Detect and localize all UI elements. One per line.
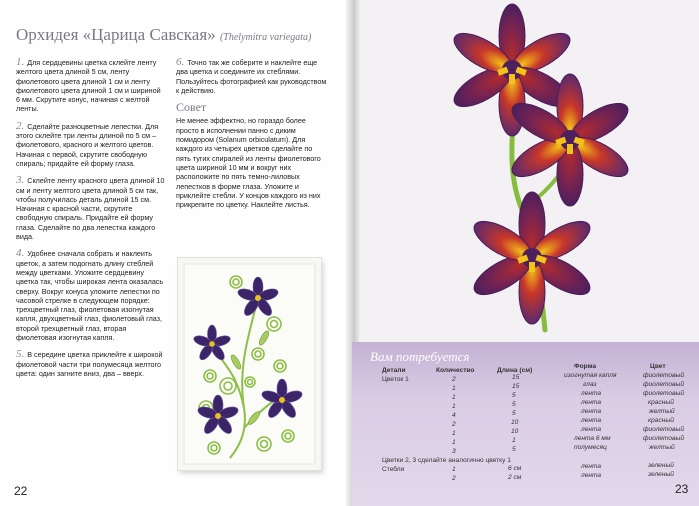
page-number-left: 22 (14, 484, 28, 498)
row-5-color: желтый (649, 408, 675, 415)
stems-row-2-color: зеленый (648, 471, 674, 478)
page-number-right: 23 (675, 482, 689, 496)
row-5-shape: лента (581, 408, 602, 415)
steps-column-2 (176, 58, 328, 217)
col-header-detail: Детали (382, 367, 406, 374)
row-6-length: 10 (511, 419, 519, 426)
stems-row-1-qty: 1 (452, 466, 456, 473)
row-4-shape: лента (581, 399, 602, 406)
advice-title: Совет (176, 100, 207, 115)
row-1-shape: изогнутая капля (564, 372, 617, 379)
row-3-length: 5 (512, 392, 516, 399)
step-2: 2. Сделайте разноцветные лепестки. Для этого склейте три ленты длиной по 5 см – фиолетового, красного и желтого цветов. Начиная с первой, скрутите свободную спираль; придайте ей форму глаза. (16, 119, 159, 168)
row-1-detail: Цветок 1 (382, 376, 409, 383)
steps-column-1 (16, 58, 166, 386)
orchid-photo (420, 0, 699, 340)
stems-row-1-shape: лента (581, 463, 602, 470)
step-5: 5. В середине цветка приклейте к широкой фиолетовой части три полумесяца желтого цвета: один загните вниз, два – вверх. (16, 348, 163, 378)
orchid-flower-top (448, 4, 575, 136)
row-6-shape: лента (581, 417, 602, 424)
stems-detail: Стебли (382, 466, 405, 473)
step-6: 6. Точно так же соберите и наклейте еще два цветка и соедините их стеблями. Пользуйтесь фотографией как руководством к действию. (176, 56, 327, 95)
row-2-qty: 1 (452, 385, 456, 392)
row-2-shape: глаз (583, 381, 597, 388)
row-2-color: фиолетовый (643, 381, 685, 388)
row-6-color: красный (648, 417, 674, 424)
row-1-qty: 2 (452, 376, 456, 383)
row-9-shape: полумесяц (574, 444, 607, 451)
materials-title: Вам потребуется (370, 349, 470, 364)
col-header-shape: Форма (574, 363, 597, 370)
col-header-length: Длина (см) (497, 367, 533, 374)
row-3-qty: 1 (452, 394, 456, 401)
orchid-flower-bottom (468, 192, 595, 324)
panel-photo-illustration (178, 258, 321, 470)
stems-row-2-length: 2 см (508, 474, 522, 481)
step-4: 4. Удобнее сначала собрать и наклеить цветок, а затем подогнать длину стеблей между цветками. Уложите сердцевину цветка так, чтобы широкая лента оказалась сверху. Вокруг конуса уложите лепестки по часовой стрелке в следующем порядке: трехцветный глаз, фиолетовая изогнутая капля, двухцветный глаз, фиолетовый глаз, второй трехцветный глаз, вторая фиолетовая изогнутая капля. (16, 247, 164, 343)
row-3-color: фиолетовый (643, 390, 685, 397)
page-title: Орхидея «Царица Савская» (Thelymitra variegata) (16, 25, 312, 44)
row-9-color: желтый (649, 444, 675, 451)
row-8-color: фиолетовый (643, 435, 685, 442)
step-1: 1. Для сердцевины цветка склейте ленту желтого цвета длиной 5 см, ленту фиолетового цвета длиной 1 см и ленту фиолетового цвета длиной 1 см и шириной 6 мм. Скрутите конус, начиная с желтой ленты. (16, 56, 161, 114)
panel-photo (178, 258, 321, 470)
row-7-shape: лента (581, 426, 602, 433)
row-5-qty: 4 (452, 412, 456, 419)
row-3-shape: лента (581, 390, 602, 397)
stems-row-1-length: 6 см (508, 465, 522, 472)
step-3: 3. Склейте ленту красного цвета длиной 10 см и ленту желтого цвета длиной 5 см так, чтобы получилась деталь длиной 15 см. Начиная с красной части, скрутите свободную спираль. Придайте ей форму глаза. Сделайте по два лепестка каждого вида. (16, 174, 165, 242)
row-4-length: 5 (512, 401, 516, 408)
row-4-qty: 1 (452, 403, 456, 410)
row-6-qty: 2 (452, 421, 456, 428)
orchid-flower-right (506, 74, 633, 206)
stems-row-2-qty: 2 (452, 475, 456, 482)
row-7-length: 10 (511, 428, 519, 435)
row-2-length: 15 (512, 383, 520, 390)
row-8-length: 1 (512, 437, 516, 444)
col-header-color: Цвет (650, 363, 666, 370)
row-8-qty: 1 (452, 439, 456, 446)
row-9-length: 5 (512, 446, 516, 453)
row-7-color: фиолетовый (643, 426, 685, 433)
row-5-length: 5 (512, 410, 516, 417)
row-1-color: фиолетовый (643, 372, 685, 379)
stems-row-1-color: зеленый (648, 462, 674, 469)
col-header-qty: Количество (436, 367, 475, 374)
row-4-color: красный (648, 399, 674, 406)
row-9-qty: 3 (452, 448, 456, 455)
advice-text: Не менее эффектно, но гораздо более просто в исполнении панно с диким помидором (Solanum orbiculatum). Для каждого из четырех цветков сделайте по пять тугих спиралей из ленты фиолетового цвета шириной 10 мм и вокруг них расположите по пять темно-лиловых лепестков в форме глаза. Уложите и приклейте стебли. У концов каждого из них прикрепите по цветку. Наклейте листья. (176, 116, 321, 210)
stems-row-2-shape: лента (581, 472, 602, 479)
row-7-qty: 1 (452, 430, 456, 437)
row-8-shape: лента 6 мм (574, 435, 611, 442)
table-note: Цветки 2, 3 сделайте аналогично цветку 1 (382, 457, 511, 464)
row-1-length: 15 (512, 374, 520, 381)
